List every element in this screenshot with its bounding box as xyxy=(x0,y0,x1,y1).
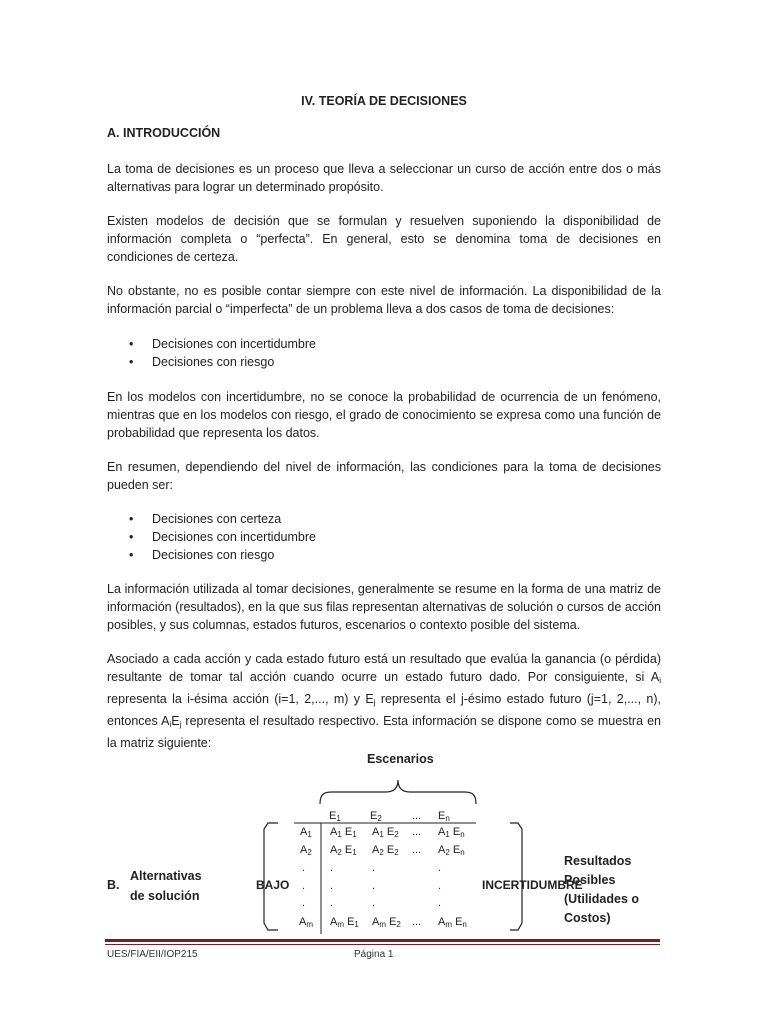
matrix-row-am: $A_m$ xyxy=(299,916,314,929)
matrix-header-e2: $E_2$ xyxy=(370,810,382,823)
paragraph-1: La toma de decisiones es un proceso que lleva a seleccionar un curso de acción entre dos o más alternativas para lograr un determinado propósito. xyxy=(107,162,661,194)
matrix-vdot: . xyxy=(372,880,376,892)
matrix-header-en: $E_n$ xyxy=(438,810,450,823)
paragraph-7-text: Asociado a cada acción y cada estado futuro está un resultado que evalúa la ganancia (o pérdida) resultante de tomar tal acción cuando ocurre un estado futuro dado. Por consiguiente, si A xyxy=(107,652,661,684)
resultados-label xyxy=(564,852,639,928)
top-brace xyxy=(320,780,476,804)
subscript: j xyxy=(179,720,182,729)
matrix-vdot: . xyxy=(438,862,442,874)
alternativas-label xyxy=(130,866,202,906)
section-heading: A. INTRODUCCIÓN xyxy=(107,126,221,140)
bullet-icon: • xyxy=(129,530,134,544)
matrix-cell: $A_2$ $E_n$ xyxy=(438,844,465,857)
footer-page-number: Página 1 xyxy=(354,949,394,960)
list-item-text: Decisiones con incertidumbre xyxy=(152,530,316,544)
left-bracket xyxy=(264,823,278,930)
list-item-text: Decisiones con riesgo xyxy=(152,355,275,369)
matrix-header-dots: ... xyxy=(412,810,422,822)
alternativas-line-1: Alternativas xyxy=(130,869,202,883)
bullet-icon: • xyxy=(129,512,134,526)
escenarios-label: Escenarios xyxy=(367,752,434,766)
matrix-cell: $A_1$ $E_n$ xyxy=(438,826,465,839)
list-item-text: Decisiones con incertidumbre xyxy=(152,337,316,351)
list-item-text: Decisiones con riesgo xyxy=(152,548,275,562)
matrix-cell: $A_1$ $E_1$ xyxy=(330,826,357,839)
matrix-cell: ... xyxy=(412,826,422,838)
subscript: i xyxy=(169,720,172,729)
matrix-vdot: . xyxy=(330,880,334,892)
matrix-vdot: . xyxy=(330,862,334,874)
list-item-text: Decisiones con certeza xyxy=(152,512,282,526)
matrix-vdot: . xyxy=(372,897,376,909)
bullet-icon: • xyxy=(129,337,134,351)
matrix-cell: $A_1$ $E_2$ xyxy=(372,826,399,839)
footer-rule-thick xyxy=(105,939,660,942)
footer-rule-thin xyxy=(105,944,660,945)
matrix-vdot: . xyxy=(438,897,442,909)
bajo-label: BAJO xyxy=(256,878,290,892)
bullet-icon: • xyxy=(129,548,134,562)
bullet-icon: • xyxy=(129,355,134,369)
matrix-row-a2: $A_2$ xyxy=(300,844,312,857)
resultados-line: Costos) xyxy=(564,911,611,925)
matrix-vdot: . xyxy=(330,897,334,909)
matrix-cell: ... xyxy=(412,844,422,856)
matrix-row-a1: $A_1$ xyxy=(300,826,312,839)
paragraph-4: En los modelos con incertidumbre, no se conoce la probabilidad de ocurrencia de un fenómeno, mientras que en los modelos con riesgo, el grado de conocimiento se expresa como una función de probabilidad que representa los datos. xyxy=(107,390,661,440)
resultados-line: Posibles xyxy=(564,873,616,887)
paragraph-7-text: representa la i-ésima acción (i=1, 2,..., m) y E xyxy=(107,692,374,706)
subscript: i xyxy=(659,676,661,685)
matrix-vdot: . xyxy=(438,880,442,892)
matrix-cell: $A_2$ $E_1$ xyxy=(330,844,357,857)
resultados-line: (Utilidades o xyxy=(564,892,640,906)
incertidumbre-label: INCERTIDUMBRE xyxy=(482,878,583,892)
matrix-cell: $A_m$ $E_n$ xyxy=(438,916,467,929)
matrix-cell: $A_m$ $E_1$ xyxy=(330,916,359,929)
matrix-cell: $A_2$ $E_2$ xyxy=(372,844,399,857)
paragraph-6: La información utilizada al tomar decisiones, generalmente se resume en la forma de una matriz de información (resultados), en la que sus filas representan alternativas de solución o cursos de acción posibles, y sus columnas, estados futuros, escenarios o contexto posible del sistema. xyxy=(107,582,661,632)
paragraph-5: En resumen, dependiendo del nivel de información, las condiciones para la toma de decisiones pueden ser: xyxy=(107,460,661,492)
paragraph-2: Existen modelos de decisión que se formulan y resuelven suponiendo la disponibilidad de información completa o “perfecta”. En general, esto se denomina toma de decisiones en condiciones de certeza. xyxy=(107,214,661,264)
matrix-vdot: . xyxy=(372,862,376,874)
paragraph-7-text: E xyxy=(171,714,180,728)
matrix-vdot: . xyxy=(302,862,306,874)
subscript: j xyxy=(373,698,376,707)
footer-course-code: UES/FIA/EII/IOP215 xyxy=(107,949,198,960)
resultados-line: Resultados xyxy=(564,854,632,868)
alternativas-line-2: de solución xyxy=(130,889,200,903)
right-bracket xyxy=(510,823,522,930)
matrix-vdot: . xyxy=(302,880,306,892)
matrix-header-e1: $E_1$ xyxy=(329,810,341,823)
section-b-label: B. xyxy=(107,878,120,892)
matrix-cell: $A_m$ $E_2$ xyxy=(372,916,401,929)
page-title: IV. TEORÍA DE DECISIONES xyxy=(301,94,467,108)
paragraph-7-text: representa el resultado respectivo. Esta información se dispone como se muestra en la matriz siguiente: xyxy=(107,714,661,750)
matrix-vdot: . xyxy=(302,897,306,909)
matrix-cell: ... xyxy=(412,916,422,928)
paragraph-7-text: representa el j-ésimo estado futuro (j=1, 2,..., n), entonces A xyxy=(107,692,661,728)
paragraph-3: No obstante, no es posible contar siempre con este nivel de información. La disponibilidad de la información parcial o “imperfecta” de un problema lleva a dos casos de toma de decisiones: xyxy=(107,284,661,316)
